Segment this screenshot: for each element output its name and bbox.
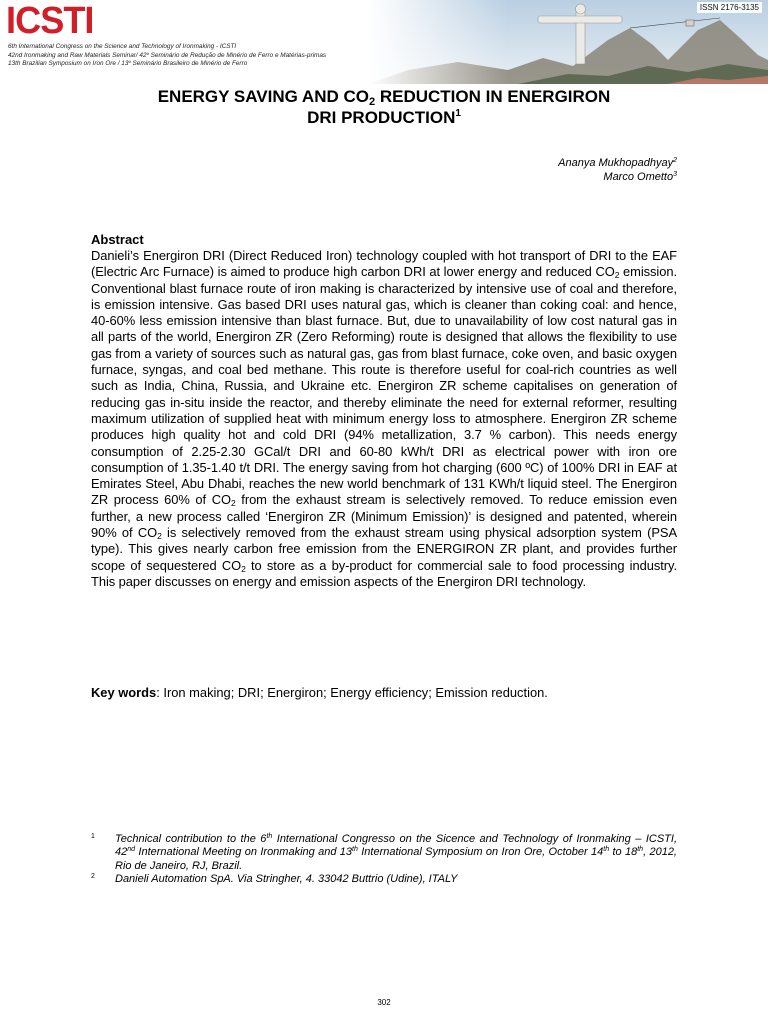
author — [558, 170, 677, 184]
footnotes — [91, 833, 677, 886]
abstract-text: to store as a by-product for commercial sale to food processing industry. This paper discusses on energy and emission aspects of the Energiron DRI technology. — [91, 557, 677, 589]
subscript: 2 — [614, 270, 620, 281]
ordinal-suffix: nd — [127, 846, 136, 854]
ordinal-suffix: th — [603, 846, 610, 854]
footnote-text: Technical contribution to the 6 — [115, 833, 267, 845]
title-footnote-mark: 1 — [455, 108, 461, 119]
congress-lines — [8, 43, 428, 69]
title-line-2 — [84, 107, 684, 128]
abstract-text: emission. Conventional blast furnace route of iron making is characterized by intensive use of coal and therefore, is emission intensive. Gas based DRI uses natural gas, which is cleaner than coking coal: and hence, 40-60% less emission intensive than blast furnace. But, due to unavailability of low cost natural gas in all parts of the world, Energiron ZR (Zero Reforming) route is designed that allows the flexibility to use gas from a variety of sources such as natural gas, gas from blast furnace, coke oven, and basic oxygen furnace, syngas, and coal bed methane. This route is therefore useful for coal-rich countries as well such as India, China, Russia, and Ukraine etc. Energiron ZR scheme capitalises on generation of reducing gas in-situ inside the reactor, and thereby eliminate the need for external reformer, resulting maximum utilization of supplied heat with minimum energy loss to atmosphere. Energiron ZR scheme produces high quality hot and cold DRI (94% metallization, 3.7 % carbon). This needs energy consumption of 2.25-2.30 GCal/t DRI and 60-80 kWh/t DRI as electrical power with iron ore consumption of 1.35-1.40 t/t DRI. The energy saving from hot charging (600 ºC) of 100% DRI in EAF at Emirates Steel, Abu Dhabi, reaches the new world benchmark of 131 KWh/t liquid steel. The Energiron ZR process 60% of CO — [91, 264, 678, 508]
abstract-text: is selectively removed from the exhaust stream using physical adsorption system (PSA type). This gives nearly carbon free emission from the ENERGIRON ZR plant, and provides further scope of sequestered CO — [91, 525, 677, 573]
abstract-text: from the exhaust stream is selectively removed. To reduce emission even further, a new process called ‘Energiron ZR (Minimum Emission)’ is designed and patented, wherein 90% of CO — [91, 492, 677, 541]
footnote-mark: 2 — [91, 872, 95, 880]
abstract-heading: Abstract — [91, 232, 144, 247]
keywords-text: : Iron making; DRI; Energiron; Energy efficiency; Emission reduction. — [156, 685, 548, 700]
title-text: ENERGY SAVING AND CO — [157, 87, 369, 106]
footnote — [91, 873, 677, 886]
subscript: 2 — [241, 563, 246, 574]
author-footnote-mark: 2 — [673, 157, 677, 164]
title-text: REDUCTION IN ENERGIRON — [375, 87, 611, 106]
keywords — [91, 685, 677, 701]
subscript: 2 — [157, 531, 162, 542]
footnote-mark: 1 — [91, 833, 95, 840]
author-name: Marco Ometto — [603, 171, 674, 183]
congress-line-1: 6th International Congress on the Science and Technology of Ironmaking - ICSTI — [8, 43, 237, 50]
conference-header-banner — [0, 0, 768, 84]
abstract-text: Danieli’s Energiron DRI (Direct Reduced Iron) technology coupled with hot transport of DRI to the EAF (Electric Arc Furnace) is aimed to produce high carbon DRI at lower energy and reduced CO — [91, 248, 677, 280]
author — [558, 156, 677, 170]
footnote-text: International Meeting on Ironmaking and 13 — [135, 846, 353, 859]
abstract-body — [91, 248, 677, 590]
title-line-1 — [84, 86, 684, 107]
ordinal-suffix: th — [266, 833, 273, 840]
author-footnote-mark: 3 — [673, 171, 677, 178]
author-list — [558, 156, 677, 184]
title-text: DRI PRODUCTION — [307, 108, 456, 127]
paper-title — [84, 86, 684, 128]
issn-label: ISSN 2176-3135 — [697, 2, 762, 13]
footnote-text: International Symposium on Iron Ore, October 14 — [357, 846, 604, 859]
keywords-label: Key words — [91, 685, 157, 700]
congress-line-2: 42nd Ironmaking and Raw Materials Seminar/ 42º Seminário de Redução de Minério de Ferro e Matérias-primas — [8, 51, 327, 59]
ordinal-suffix: th — [637, 846, 644, 854]
title-subscript: 2 — [368, 96, 376, 108]
congress-line-3: 13th Brazilian Symposium on Iron Ore / 13º Seminário Brasileiro de Minério de Ferro — [8, 60, 248, 68]
footnote — [91, 833, 677, 873]
footnote-text: International Congresso on the Sicence and Technology of Ironmaking – ICSTI, 42 — [115, 833, 678, 859]
page-number: 302 — [377, 998, 391, 1007]
icsti-logo: ICSTI — [6, 0, 94, 42]
footnote-text: , 2012, Rio de Janeiro, RJ, Brazil. — [115, 846, 677, 872]
footnote-text: Danieli Automation SpA. Via Stringher, 4. 33042 Buttrio (Udine), ITALY — [115, 872, 458, 885]
footnote-text: to 18 — [609, 846, 638, 859]
ordinal-suffix: th — [352, 846, 358, 854]
author-name: Ananya Mukhopadhyay — [558, 157, 674, 169]
subscript: 2 — [230, 498, 236, 509]
